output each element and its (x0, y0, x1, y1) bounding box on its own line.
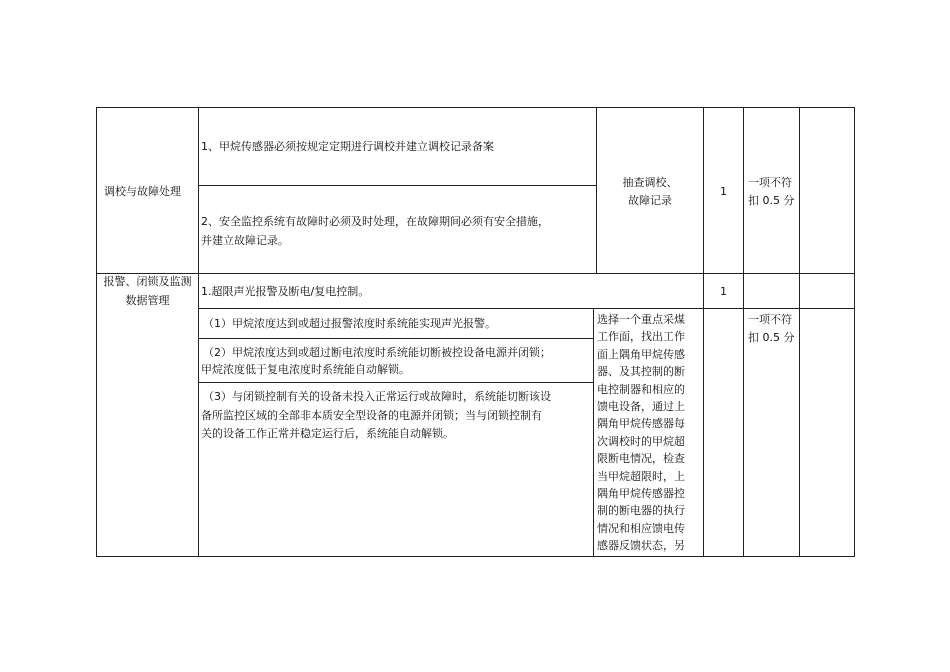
check-method-line: 工作面，找出工作 (597, 330, 685, 344)
sub-item-text: 备所监控区域的全部非本质安全型设备的电源并闭锁；当与闭锁控制有 (201, 409, 542, 422)
sub-item-text: （1）甲烷浓度达到或超过报警浓度时系统能实现声光报警。 (203, 317, 496, 330)
check-method-line: 面上隅角甲烷传感 (597, 347, 685, 361)
score-value: 1 (720, 285, 727, 298)
section-title: 调校与故障处理 (104, 185, 181, 198)
sub-item-text: 关的设备工作正常并稳定运行后，系统能自动解锁。 (201, 427, 454, 440)
check-method-line: 选择一个重点采煤 (597, 313, 685, 326)
check-method: 故障记录 (628, 194, 672, 207)
item-text: 2、安全监控系统有故障时必须及时处理，在故障期间必须有安全措施， (201, 215, 549, 228)
check-method-line: 限断电情况，检查 (597, 452, 685, 466)
check-method-line: 馈电设备，通过上 (597, 400, 685, 413)
deduction-rule: 扣 0.5 分 (748, 331, 795, 344)
check-method-line: 制的断电器的执行 (597, 504, 685, 518)
deduction-rule: 一项不符 (748, 313, 792, 326)
sub-item-text: （3）与闭锁控制有关的设备未投入正常运行或故障时，系统能切断该设 (203, 390, 551, 403)
check-method-line: 隅角甲烷传感器每 (597, 417, 685, 431)
check-method-line: 当甲烷超限时，上 (597, 469, 685, 483)
deduction-rule: 扣 0.5 分 (748, 194, 795, 207)
item-text: 1、甲烷传感器必须按规定定期进行调校并建立调校记录备案 (201, 140, 494, 153)
check-method-line: 器、及其控制的断 (597, 365, 685, 379)
item-text: 并建立故障记录。 (201, 234, 289, 247)
check-method: 抽查调校、 (622, 176, 678, 189)
score-value: 1 (720, 185, 727, 198)
sub-item-text: 甲烷浓度低于复电浓度时系统能自动解锁。 (201, 363, 410, 376)
check-method-line: 隅角甲烷传感器控 (597, 487, 685, 500)
check-method-line: 电控制器和相应的 (597, 382, 685, 396)
section-title: 数据管理 (125, 294, 170, 307)
item-text: 1.超限声光报警及断电/复电控制。 (201, 285, 370, 298)
check-method-line: 次调校时的甲烷超 (597, 434, 685, 448)
deduction-rule: 一项不符 (748, 176, 792, 189)
check-method-line: 情况和相应馈电传 (597, 521, 685, 535)
sub-item-text: （2）甲烷浓度达到或超过断电浓度时系统能切断被控设备电源并闭锁； (203, 346, 551, 359)
section-title: 报警、闭锁及监测 (103, 275, 192, 288)
check-method-line: 感器反馈状态，另 (597, 539, 685, 553)
